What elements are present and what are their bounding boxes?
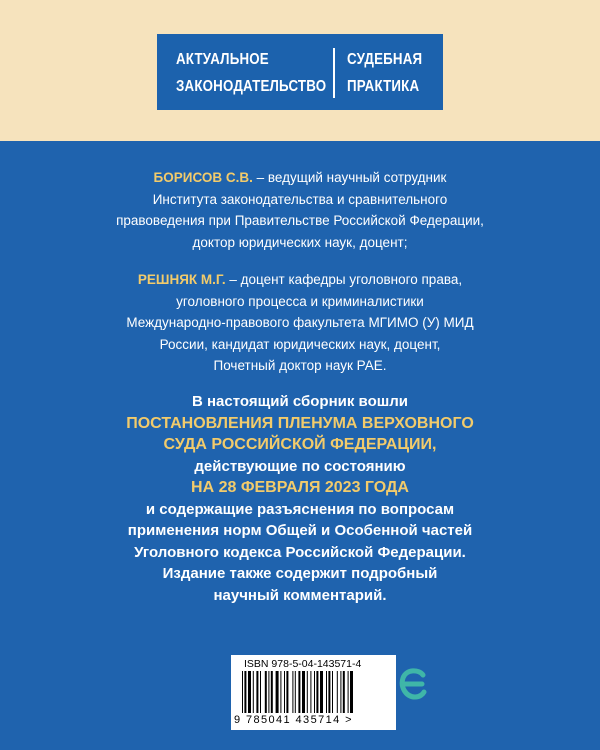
barcode-bar <box>343 671 345 713</box>
description-line: действующие по состоянию <box>194 457 406 475</box>
barcode-bar <box>316 671 318 713</box>
barcode-bar <box>268 671 269 713</box>
author-bio-line: уголовного процесса и криминалистики <box>176 293 424 309</box>
author-name: БОРИСОВ С.В. <box>153 170 253 185</box>
authors-block <box>80 167 520 393</box>
series-tag-right-line1: СУДЕБНАЯ <box>347 51 423 68</box>
barcode-bar <box>284 671 285 713</box>
barcode-bar <box>292 671 293 713</box>
barcode-bar <box>314 671 315 713</box>
barcode-bar <box>260 671 261 713</box>
series-tag-divider <box>333 48 335 98</box>
series-tag-left-line2: ЗАКОНОДАТЕЛЬСТВО <box>176 78 327 95</box>
barcode-bar <box>276 671 279 713</box>
barcode-bar <box>337 671 338 713</box>
series-tag-left <box>176 46 326 100</box>
author-borisov <box>80 167 520 253</box>
barcode-bar <box>348 671 349 713</box>
barcode-bar <box>332 671 333 713</box>
barcode-bar <box>256 671 258 713</box>
description-line-highlight: НА 28 ФЕВРАЛЯ 2023 ГОДА <box>191 479 409 496</box>
barcode-bar <box>328 671 330 713</box>
barcode-bar <box>350 671 353 713</box>
description-line: научный комментарий. <box>213 586 387 604</box>
author-bio-line: правоведения при Правительстве Российской Федерации, <box>116 213 484 228</box>
barcode-bar <box>280 671 281 713</box>
barcode-bar <box>242 671 243 713</box>
barcode-bar <box>248 671 251 713</box>
barcode-bar <box>307 671 308 713</box>
barcode-bar <box>310 671 311 713</box>
barcode-bar <box>286 671 288 713</box>
description-line-highlight: СУДА РОССИЙСКОЙ ФЕДЕРАЦИИ, <box>163 436 437 453</box>
description-line: Издание также содержит подробный <box>162 565 438 582</box>
author-bio-line: России, кандидат юридических наук, доцент, <box>159 336 441 352</box>
barcode-bar <box>298 671 300 713</box>
author-bio-line: Почетный доктор наук РАЕ. <box>213 358 387 373</box>
barcode-bar <box>295 671 296 713</box>
author-name: РЕШНЯК М.Г. <box>137 272 226 287</box>
series-tag-left-line1: АКТУАЛЬНОЕ <box>176 51 269 68</box>
barcode-bar <box>253 671 254 713</box>
top-band <box>0 0 600 141</box>
barcode-bar <box>244 671 246 713</box>
barcode-bar <box>340 671 341 713</box>
description-line: Уголовного кодекса Российской Федерации. <box>134 543 466 561</box>
author-reshnyak <box>80 269 520 377</box>
series-tag-right-line2: ПРАКТИКА <box>347 78 420 95</box>
description-line: и содержащие разъяснения по вопросам <box>145 500 455 518</box>
author-bio-line: Международно-правового факультета МГИМО (У) МИД <box>126 315 474 330</box>
series-tag <box>157 34 443 110</box>
description-line-highlight: ПОСТАНОВЛЕНИЯ ПЛЕНУМА ВЕРХОВНОГО <box>126 414 474 432</box>
description-line: В настоящий сборник вошли <box>191 393 408 410</box>
barcode-bars <box>242 671 385 713</box>
author-bio-line: – доцент кафедры уголовного права, <box>225 272 463 287</box>
publisher-logo-icon <box>398 666 428 702</box>
barcode <box>231 655 396 730</box>
description-line: применения норм Общей и Особенной частей <box>127 522 473 539</box>
barcode-bar <box>302 671 305 713</box>
author-bio-line: доктор юридических наук, доцент; <box>192 234 408 250</box>
barcode-bar <box>271 671 273 713</box>
description-block <box>60 391 540 606</box>
isbn-label: ISBN 978-5-04-143571-4 <box>244 658 362 670</box>
author-bio-line: – ведущий научный сотрудник <box>252 170 447 185</box>
author-bio-line: Института законодательства и сравнительного <box>152 191 448 207</box>
barcode-bar <box>265 671 267 713</box>
barcode-bar <box>326 671 327 713</box>
barcode-digits: 9 785041 435714 > <box>234 714 353 726</box>
barcode-bar <box>320 671 323 713</box>
series-tag-right <box>347 46 422 100</box>
